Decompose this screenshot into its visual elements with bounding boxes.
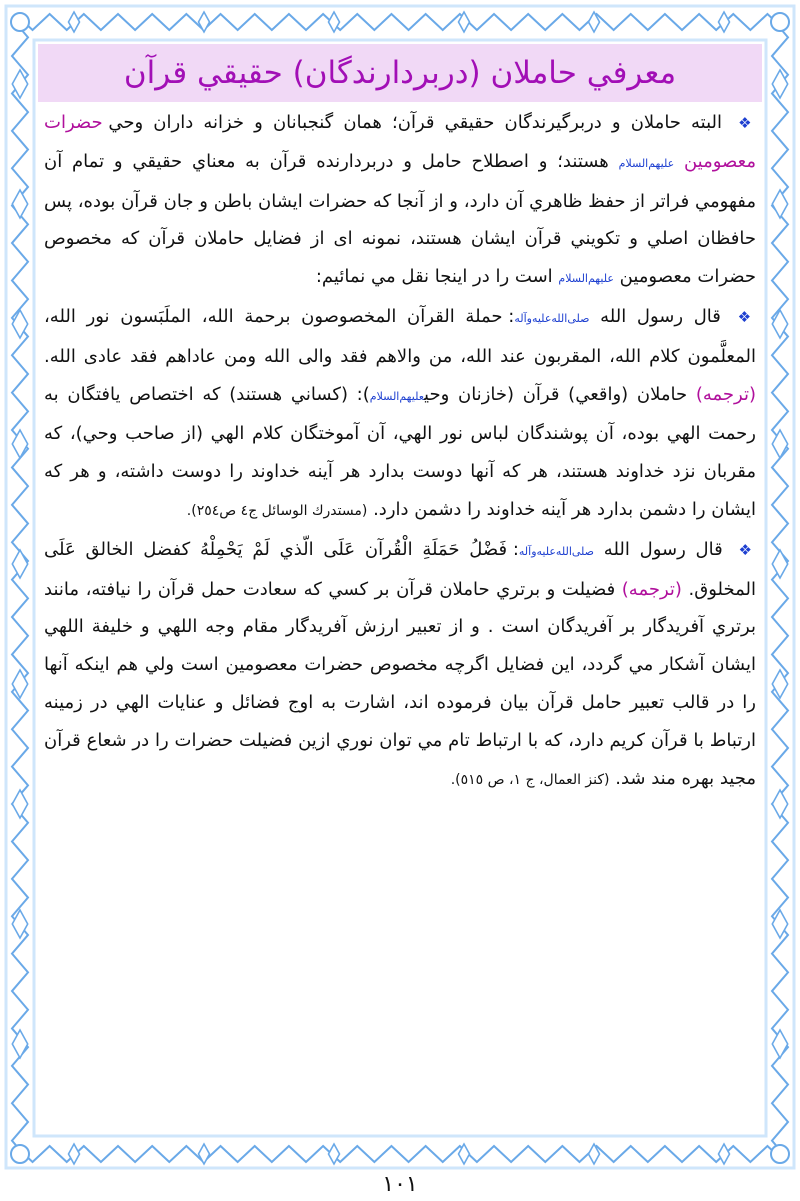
border-diamond [772, 70, 787, 98]
paragraph-text: حاملان (واقعي) قرآن (خازنان وحي [424, 383, 688, 405]
border-diamond [199, 12, 210, 32]
paragraph-text: البته حاملان و دربرگيرندگان حقيقي قرآن؛ همان گنجبانان و خزانه داران وحي [108, 112, 723, 133]
border-diamond [12, 550, 27, 578]
border-corner [771, 1145, 789, 1163]
paragraph-hadith-1 [44, 298, 756, 531]
translation-label: (ترجمه) [695, 383, 756, 405]
border-diamond [12, 790, 27, 818]
border-diamond [69, 1144, 80, 1164]
page-number: ١٠١ [382, 1172, 418, 1197]
border-diamond [12, 1030, 27, 1058]
paragraph-text: فضيلت و برتري حاملان قرآن بر كسي كه سعادت حمل قرآن را نيافته، مانند برتري آفريدگار بر آفريدگان است . و از تعبير ارزش آفريدگار مقام وجه اللهي و خليفة اللهي ايشان آشكار مي گردد، اين فضايل اگرچه مخصوص حضرات معصومين است ولي هم اينكه آنها را در قالب تعبير حامل قرآن بيان فرموده اند، اشارت به اوج فضائل و عنايات الهي در زمينه ارتباط با قرآن كريم دارد، كه با ارتباط تام مي توان نوري ازين فضيلت حضرات را در شعاع قرآن مجيد بهره مند شد. [44, 578, 756, 789]
paragraph-text: قال رسول الله [603, 538, 723, 560]
border-diamond [69, 12, 80, 32]
paragraph-intro [44, 104, 756, 298]
paragraph-text: : حملة القرآن المخصوصون برحمة الله، الملَبَسون نور الله، المعلَّمون كلام الله، المقربون عند الله، من والاهم فقد والى الله ومن عاداهم فقد عادى الله. [44, 305, 756, 367]
bullet-icon: ❖ [738, 114, 756, 132]
border-diamond [772, 550, 787, 578]
border-corner [11, 13, 29, 31]
honorific-mark: صلى‌الله‌عليه‌وآله [514, 311, 590, 325]
border-zigzag [24, 14, 776, 30]
border-corner [11, 1145, 29, 1163]
paragraph-hadith-2 [44, 531, 756, 800]
border-diamond [772, 190, 787, 218]
translation-label: (ترجمه) [621, 578, 682, 600]
border-diamond [719, 1144, 730, 1164]
citation: (مستدرك الوسائل ج٤ ص٢٥٤). [186, 502, 368, 519]
border-diamond [719, 12, 730, 32]
bullet-icon: ❖ [738, 540, 756, 559]
highlight-text: حضرات معصومين [44, 112, 756, 172]
border-diamond [12, 190, 27, 218]
paragraph-text: ): (كساني هستند) كه اختصاص يافتگان به رحمت الهي بوده، آن پوشندگان لباس نور الهي، آن آموختگان كلام الهي (از صاحب وحي)، كه مقربان نزد خداوند هستند، هر كه آنها دوست بدارد هر آينه خداوند را دوست داشته، و هر كه ايشان را دشمن بدارد هر آينه خداوند را دشمن دارد. [44, 383, 756, 520]
page-title: معرفي حاملان (دربردارندگان) حقيقي قرآن [123, 55, 677, 91]
border-corner [771, 13, 789, 31]
honorific-mark: عليهم‌السلام [369, 389, 425, 403]
border-diamond [772, 1030, 787, 1058]
paragraph-text: است را در اينجا نقل مي نمائيم: [315, 266, 553, 288]
page-content [38, 44, 762, 1134]
honorific-mark: عليهم‌السلام [558, 272, 614, 286]
paragraph-text: قال رسول الله [600, 305, 721, 327]
paragraph-text: هستند؛ و اصطلاح حامل و دربردارنده قرآن به معناي حقيقي و تمام آن مفهومي فراتر از حفظ ظاهري آن دارد، و از آنجا كه حضرات ايشان باطن و جان قرآن بوده، پس حافظان اصلي و تكويني قرآن ايشان هستند، نمونه اى از فضايل حاملان قرآن كه مخصوص حضرات معصومين [44, 150, 756, 288]
paragraph-text: : فَضْلُ حَمَلَةِ الْقُرآن عَلَى الّذي لَمْ يَحْمِلْهُ كفضل الخالق عَلَى المخلوق. [44, 538, 756, 600]
title-banner [38, 44, 762, 102]
honorific-mark: عليهم‌السلام [618, 156, 675, 170]
border-diamond [12, 70, 27, 98]
border-diamond [772, 790, 787, 818]
bullet-icon: ❖ [737, 307, 756, 326]
border-zigzag [24, 1146, 776, 1162]
body-text [44, 104, 756, 799]
honorific-mark: صلى‌الله‌عليه‌وآله [518, 544, 595, 558]
citation: (كنز العمال، ج ١، ص ٥١٥). [450, 771, 610, 788]
border-diamond [199, 1144, 210, 1164]
